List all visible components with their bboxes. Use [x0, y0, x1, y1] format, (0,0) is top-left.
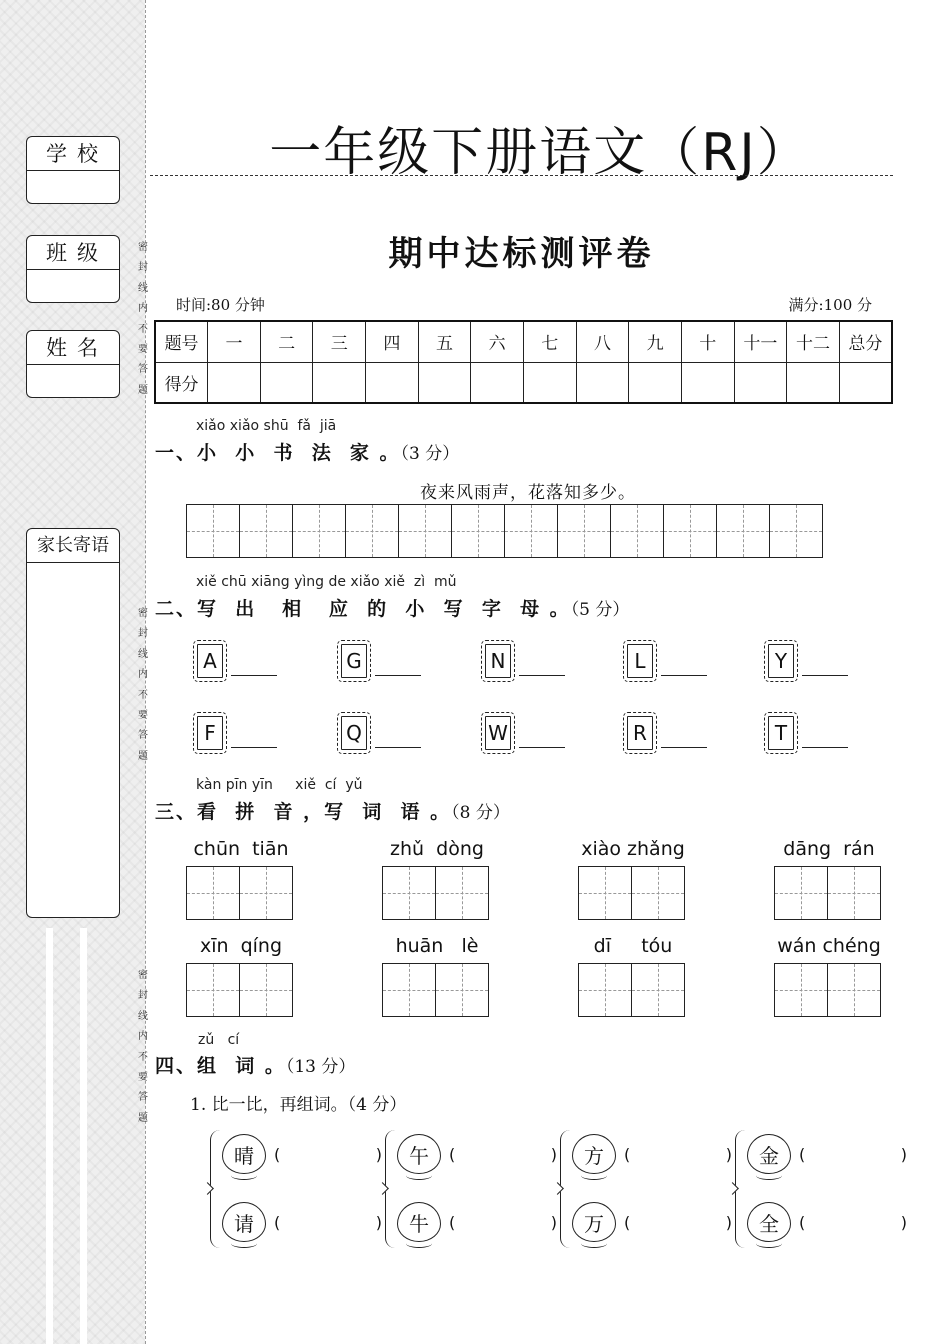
name-field: [26, 330, 120, 398]
word-pinyin: xiào zhǎng: [581, 838, 685, 860]
score-cell[interactable]: [523, 362, 576, 403]
brace-icon: [210, 1130, 220, 1248]
brace-icon: [385, 1130, 395, 1248]
peach-char: 金: [747, 1134, 791, 1174]
uppercase-letter: N: [481, 640, 515, 682]
letter-item: [193, 640, 277, 682]
grid-cell: [186, 504, 240, 558]
uppercase-letter: W: [481, 712, 515, 754]
peach-char: 全: [747, 1202, 791, 1242]
score-cell[interactable]: [471, 362, 524, 403]
compare-group: [385, 1130, 555, 1250]
letter-item: [623, 640, 707, 682]
word-boxes[interactable]: [382, 866, 492, 920]
uppercase-letter: R: [623, 712, 657, 754]
answer-blank[interactable]: ( ): [449, 1144, 557, 1164]
peach-char: 方: [572, 1134, 616, 1174]
school-field: [26, 136, 120, 204]
answer-line[interactable]: [231, 747, 277, 748]
answer-line[interactable]: [661, 675, 707, 676]
seal-text: 密 封 线 内 不 要 答 题: [138, 970, 148, 1124]
peach-char: 万: [572, 1202, 616, 1242]
poem-line: 夜来风雨声，花落知多少。: [420, 483, 636, 503]
letter-item: [337, 712, 421, 754]
word-pinyin: zhǔ dòng: [390, 838, 484, 860]
letter-item: [764, 640, 848, 682]
compare-group: [210, 1130, 380, 1250]
page-title: 一年级下册语文（RJ）: [269, 123, 811, 183]
section1-title: 一、小 小 书 法 家 。（3 分）: [155, 442, 460, 464]
writing-grid[interactable]: [186, 504, 822, 558]
uppercase-letter: A: [193, 640, 227, 682]
seal-text: 密 封 线 内 不 要 答 题: [138, 608, 148, 762]
grid-cell: [292, 504, 346, 558]
score-cell[interactable]: [576, 362, 629, 403]
score-cell[interactable]: [734, 362, 787, 403]
word-item: [774, 935, 884, 1017]
uppercase-letter: Y: [764, 640, 798, 682]
word-item: [578, 838, 688, 920]
uppercase-letter: F: [193, 712, 227, 754]
answer-line[interactable]: [375, 747, 421, 748]
brace-icon: [735, 1130, 745, 1248]
score-cell[interactable]: [418, 362, 471, 403]
grid-cell: [716, 504, 770, 558]
uppercase-letter: Q: [337, 712, 371, 754]
col-header: 八: [576, 321, 629, 362]
letter-item: [481, 712, 565, 754]
peach-char: 晴: [222, 1134, 266, 1174]
score-cell[interactable]: [681, 362, 734, 403]
col-header: 总分: [839, 321, 892, 362]
section2-pinyin: xiě chū xiāng yìng de xiǎo xiě zì mǔ: [196, 574, 457, 590]
word-boxes[interactable]: [774, 963, 884, 1017]
section2-title: 二、写 出 相 应 的 小 写 字 母 。（5 分）: [155, 598, 630, 620]
letter-item: [193, 712, 277, 754]
answer-line[interactable]: [802, 747, 848, 748]
brace-icon: [560, 1130, 570, 1248]
time-limit: 时间:80 分钟: [176, 296, 265, 314]
score-cell[interactable]: [260, 362, 313, 403]
class-field: [26, 235, 120, 303]
grid-cell: [610, 504, 664, 558]
class-input[interactable]: [27, 270, 119, 302]
peach-char: 午: [397, 1134, 441, 1174]
answer-line[interactable]: [661, 747, 707, 748]
grid-cell: [663, 504, 717, 558]
question-number-row: [155, 321, 892, 362]
school-input[interactable]: [27, 171, 119, 203]
seal-text: 密 封 线 内 不 要 答 题: [138, 242, 148, 396]
word-item: [774, 838, 884, 920]
score-table: [154, 320, 893, 404]
word-boxes[interactable]: [382, 963, 492, 1017]
letter-item: [623, 712, 707, 754]
score-row: [155, 362, 892, 403]
score-cell[interactable]: [208, 362, 261, 403]
word-pinyin: xīn qíng: [199, 935, 283, 957]
answer-line[interactable]: [231, 675, 277, 676]
answer-blank[interactable]: ( ): [624, 1144, 732, 1164]
row-label: 题号: [155, 321, 208, 362]
word-boxes[interactable]: [578, 866, 688, 920]
col-header: 七: [523, 321, 576, 362]
word-pinyin: chūn tiān: [193, 838, 289, 860]
grid-cell: [239, 504, 293, 558]
grid-cell: [557, 504, 611, 558]
score-cell[interactable]: [366, 362, 419, 403]
word-pinyin: dī tóu: [593, 935, 673, 957]
peach-char: 牛: [397, 1202, 441, 1242]
decor-stripe: [46, 928, 53, 1344]
decor-stripe: [80, 928, 87, 1344]
word-pinyin: wán chéng: [777, 935, 881, 957]
col-header: 五: [418, 321, 471, 362]
answer-blank[interactable]: ( ): [449, 1212, 557, 1232]
grid-cell: [345, 504, 399, 558]
row-label: 得分: [155, 362, 208, 403]
peach-char: 请: [222, 1202, 266, 1242]
grid-cell: [504, 504, 558, 558]
compare-group: [735, 1130, 905, 1250]
grid-cell: [451, 504, 505, 558]
score-cell[interactable]: [839, 362, 892, 403]
col-header: 四: [366, 321, 419, 362]
school-label: 学校: [27, 137, 119, 171]
letter-item: [337, 640, 421, 682]
section3-title: 三、看 拼 音 ，写 词 语 。（8 分）: [155, 801, 510, 823]
word-boxes[interactable]: [774, 866, 884, 920]
compare-group: [560, 1130, 730, 1250]
col-header: 二: [260, 321, 313, 362]
word-boxes[interactable]: [578, 963, 688, 1017]
word-item: [382, 838, 492, 920]
col-header: 六: [471, 321, 524, 362]
answer-blank[interactable]: ( ): [624, 1212, 732, 1232]
answer-blank[interactable]: ( ): [799, 1144, 907, 1164]
letter-item: [764, 712, 848, 754]
parent-message-field: [26, 528, 120, 918]
subquestion-1: 1. 比一比，再组词。（4 分）: [190, 1095, 407, 1115]
answer-line[interactable]: [802, 675, 848, 676]
col-header: 十一: [734, 321, 787, 362]
answer-line[interactable]: [519, 747, 565, 748]
name-label: 姓名: [27, 331, 119, 365]
name-input[interactable]: [27, 365, 119, 397]
section3-pinyin: kàn pīn yīn xiě cí yǔ: [196, 777, 363, 793]
letter-item: [481, 640, 565, 682]
uppercase-letter: L: [623, 640, 657, 682]
answer-blank[interactable]: ( ): [274, 1144, 382, 1164]
score-cell[interactable]: [787, 362, 840, 403]
score-cell[interactable]: [313, 362, 366, 403]
grid-cell: [769, 504, 823, 558]
section4-pinyin: zǔ cí: [198, 1032, 240, 1048]
parent-message-label: 家长寄语: [27, 529, 119, 563]
full-score: 满分:100 分: [788, 296, 872, 314]
section1-pinyin: xiǎo xiǎo shū fǎ jiā: [196, 418, 337, 434]
uppercase-letter: T: [764, 712, 798, 754]
word-boxes[interactable]: [186, 866, 296, 920]
col-header: 九: [629, 321, 682, 362]
word-item: [382, 935, 492, 1017]
uppercase-letter: G: [337, 640, 371, 682]
word-item: [578, 935, 688, 1017]
answer-line[interactable]: [519, 675, 565, 676]
title-divider: [150, 175, 893, 176]
parent-message-input[interactable]: [27, 563, 119, 913]
word-item: [186, 838, 296, 920]
col-header: 一: [208, 321, 261, 362]
col-header: 十二: [787, 321, 840, 362]
answer-blank[interactable]: ( ): [274, 1212, 382, 1232]
section4-title: 四、组 词 。（13 分）: [155, 1055, 356, 1077]
word-pinyin: dāng rán: [783, 838, 875, 860]
col-header: 三: [313, 321, 366, 362]
word-pinyin: huān lè: [395, 935, 479, 957]
answer-line[interactable]: [375, 675, 421, 676]
grid-cell: [398, 504, 452, 558]
class-label: 班级: [27, 236, 119, 270]
answer-blank[interactable]: ( ): [799, 1212, 907, 1232]
col-header: 十: [681, 321, 734, 362]
exam-subtitle: 期中达标测评卷: [388, 234, 655, 274]
word-item: [186, 935, 296, 1017]
score-cell[interactable]: [629, 362, 682, 403]
word-boxes[interactable]: [186, 963, 296, 1017]
